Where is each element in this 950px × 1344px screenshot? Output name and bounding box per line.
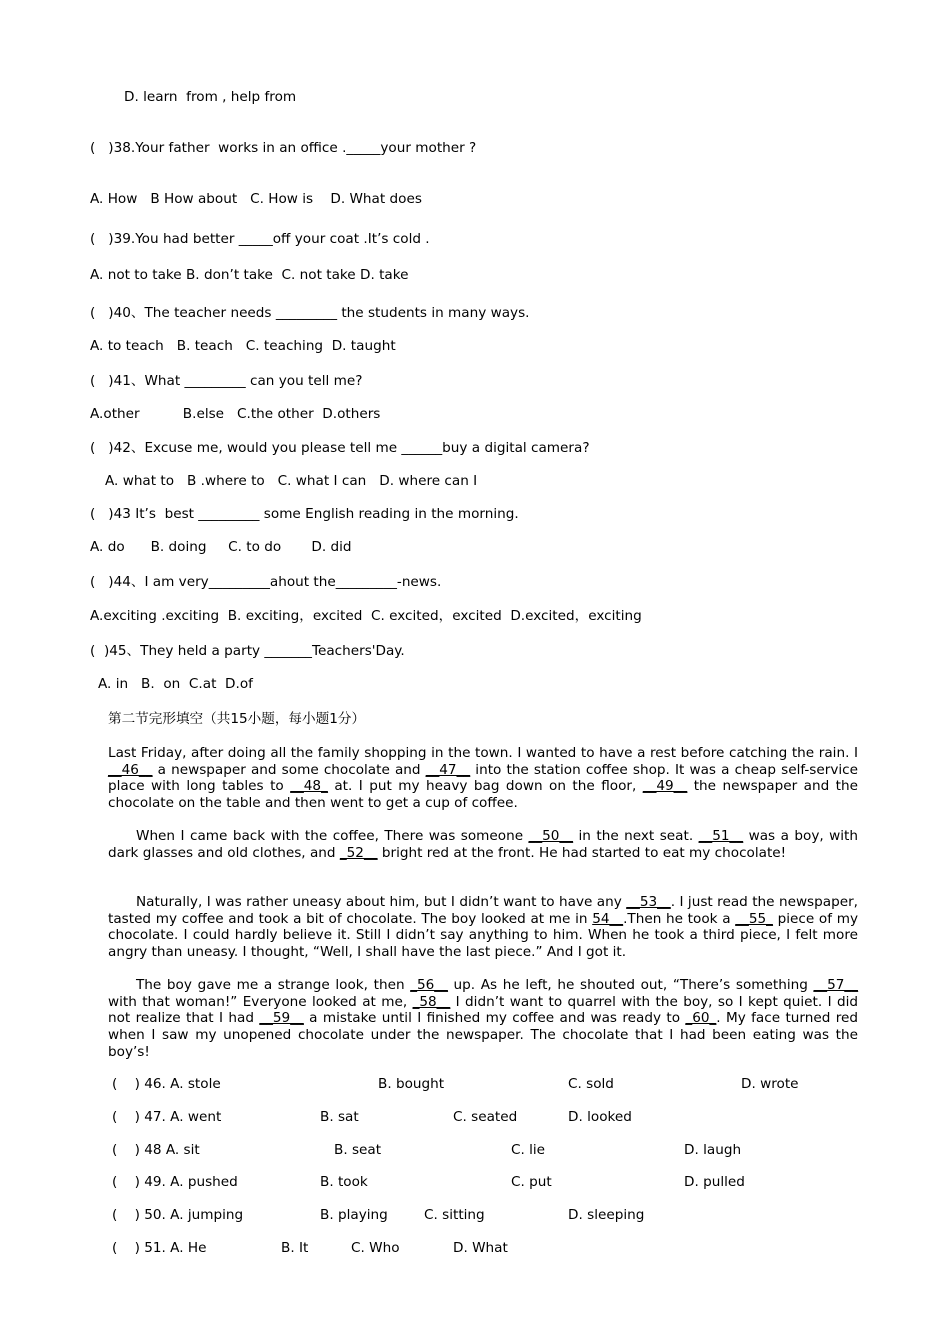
question-43-options: A. do B. doing C. to do D. did <box>90 539 352 555</box>
choice-49-b: B. took <box>320 1174 368 1190</box>
blank-51: __51__ <box>698 828 744 844</box>
choice-51-a: ( ) 51. A. He <box>112 1240 207 1256</box>
passage-paragraph-2 <box>108 828 858 861</box>
choice-47-d: D. looked <box>568 1109 632 1125</box>
passage-text: . My face turned red when I saw my unopened chocolate under the newspaper. The chocolate that I had been eating was the boy’s! <box>108 1010 858 1060</box>
choice-46-c: C. sold <box>568 1076 614 1092</box>
question-38: ( )38.Your father works in an office ._____your mother ? <box>90 140 477 156</box>
passage-text: the newspaper and the chocolate on the table and then went to get a cup of coffee. <box>108 778 858 812</box>
question-39: ( )39.You had better _____off your coat .It’s cold . <box>90 231 430 247</box>
blank-46: __46__ <box>108 761 153 778</box>
blank-58: _58__ <box>412 993 451 1010</box>
blank-60: _60_ <box>685 1010 717 1027</box>
blank-57: __57__ <box>813 977 858 993</box>
blank-49: __49__ <box>642 778 688 795</box>
passage-text: with that woman!” Everyone looked at me, <box>108 993 413 1010</box>
choice-48-c: C. lie <box>511 1142 546 1158</box>
passage-text: . I just read the newspaper, tasted my coffee and took a bit of chocolate. The boy looked at me in <box>108 894 859 927</box>
question-45-options: A. in B. on C.at D.of <box>98 676 253 692</box>
choice-51-c: C. Who <box>351 1240 400 1256</box>
question-45: ( )45、They held a party _______Teachers'Day. <box>90 643 405 659</box>
passage-paragraph-1 <box>108 745 858 812</box>
choice-46-b: B. bought <box>378 1076 445 1092</box>
choice-48-a: ( ) 48 A. sit <box>112 1142 200 1158</box>
blank-48: __48_ <box>290 778 328 795</box>
passage-text: .Then he took a <box>623 910 736 927</box>
passage-text: bright red at the front. He had started to eat my chocolate! <box>377 844 787 861</box>
blank-52: _52__ <box>339 844 378 861</box>
blank-54: 54__ <box>592 910 624 927</box>
passage-text: Naturally, I was rather uneasy about him, but I didn’t want to have any <box>136 894 627 910</box>
choice-46-a: ( ) 46. A. stole <box>112 1076 221 1092</box>
choice-49-d: D. pulled <box>684 1174 745 1190</box>
choice-49-c: C. put <box>511 1174 552 1190</box>
blank-59: __59__ <box>259 1010 304 1027</box>
passage-text: When I came back with the coffee, There was someone <box>136 828 529 844</box>
question-37-option-d: D. learn from , help from <box>124 89 297 105</box>
blank-47: __47__ <box>425 761 471 778</box>
question-44-options: A.exciting .exciting B. exciting，excited C. excited，excited D.excited，exciting <box>90 608 642 624</box>
passage-text: a mistake until I finished my coffee and was ready to <box>303 1010 686 1027</box>
question-44: ( )44、I am very_________ahout the_________-news. <box>90 574 442 590</box>
question-38-options: A. How B How about C. How is D. What does <box>90 191 422 207</box>
choice-51-d: D. What <box>453 1240 508 1256</box>
passage-text: The boy gave me a strange look, then <box>136 977 411 993</box>
blank-50: __50__ <box>528 828 574 844</box>
choice-47-b: B. sat <box>320 1109 359 1125</box>
question-39-options: A. not to take B. don’t take C. not take D. take <box>90 267 409 283</box>
passage-text: was a boy, with dark glasses and old clothes, and <box>108 828 859 861</box>
question-42-options: A. what to B .where to C. what I can D. where can I <box>105 473 478 489</box>
passage-text: up. As he left, he shouted out, “There’s something <box>447 977 814 993</box>
passage-text: Last Friday, after doing all the family shopping in the town. I wanted to have a rest before catching the rain. I <box>108 745 858 761</box>
choice-50-c: C. sitting <box>424 1207 485 1223</box>
blank-56: _56__ <box>410 977 448 993</box>
blank-55: __55_ <box>735 910 773 927</box>
choice-51-b: B. It <box>281 1240 309 1256</box>
question-41-options: A.other B.else C.the other D.others <box>90 406 381 422</box>
choice-46-d: D. wrote <box>741 1076 799 1092</box>
passage-text: into the station coffee shop. It was a cheap self-service place with long tables to <box>108 761 858 795</box>
question-43: ( )43 It’s best _________ some English reading in the morning. <box>90 506 519 522</box>
passage-text: in the next seat. <box>573 828 699 844</box>
choice-47-c: C. seated <box>453 1109 518 1125</box>
blank-53: __53__ <box>626 894 671 910</box>
passage-paragraph-4 <box>108 977 858 1061</box>
choice-48-b: B. seat <box>334 1142 382 1158</box>
passage-text: at. I put my heavy bag down on the floor, <box>327 778 643 795</box>
passage-text: I didn’t want to quarrel with the boy, so I kept quiet. I did not realize that I had <box>108 993 858 1027</box>
question-40: ( )40、The teacher needs _________ the students in many ways. <box>90 305 530 321</box>
choice-49-a: ( ) 49. A. pushed <box>112 1174 238 1190</box>
passage-text: a newspaper and some chocolate and <box>152 761 426 778</box>
question-42: ( )42、Excuse me, would you please tell me ______buy a digital camera? <box>90 440 590 456</box>
passage-paragraph-3 <box>108 894 858 961</box>
choice-47-a: ( ) 47. A. went <box>112 1109 222 1125</box>
choice-48-d: D. laugh <box>684 1142 742 1158</box>
choice-50-d: D. sleeping <box>568 1207 645 1223</box>
choice-50-b: B. playing <box>320 1207 388 1223</box>
question-41: ( )41、What _________ can you tell me? <box>90 373 363 389</box>
section-heading: 第二节完形填空（共15小题，每小题1分） <box>108 711 366 727</box>
question-40-options: A. to teach B. teach C. teaching D. taught <box>90 338 396 354</box>
passage-text: piece of my chocolate. I could hardly believe it. Still I didn’t say anything to him. When he took a third piece, I felt more angry than uneasy. I thought, “Well, I shall have the last piece.” And I got it. <box>108 910 858 961</box>
choice-50-a: ( ) 50. A. jumping <box>112 1207 244 1223</box>
